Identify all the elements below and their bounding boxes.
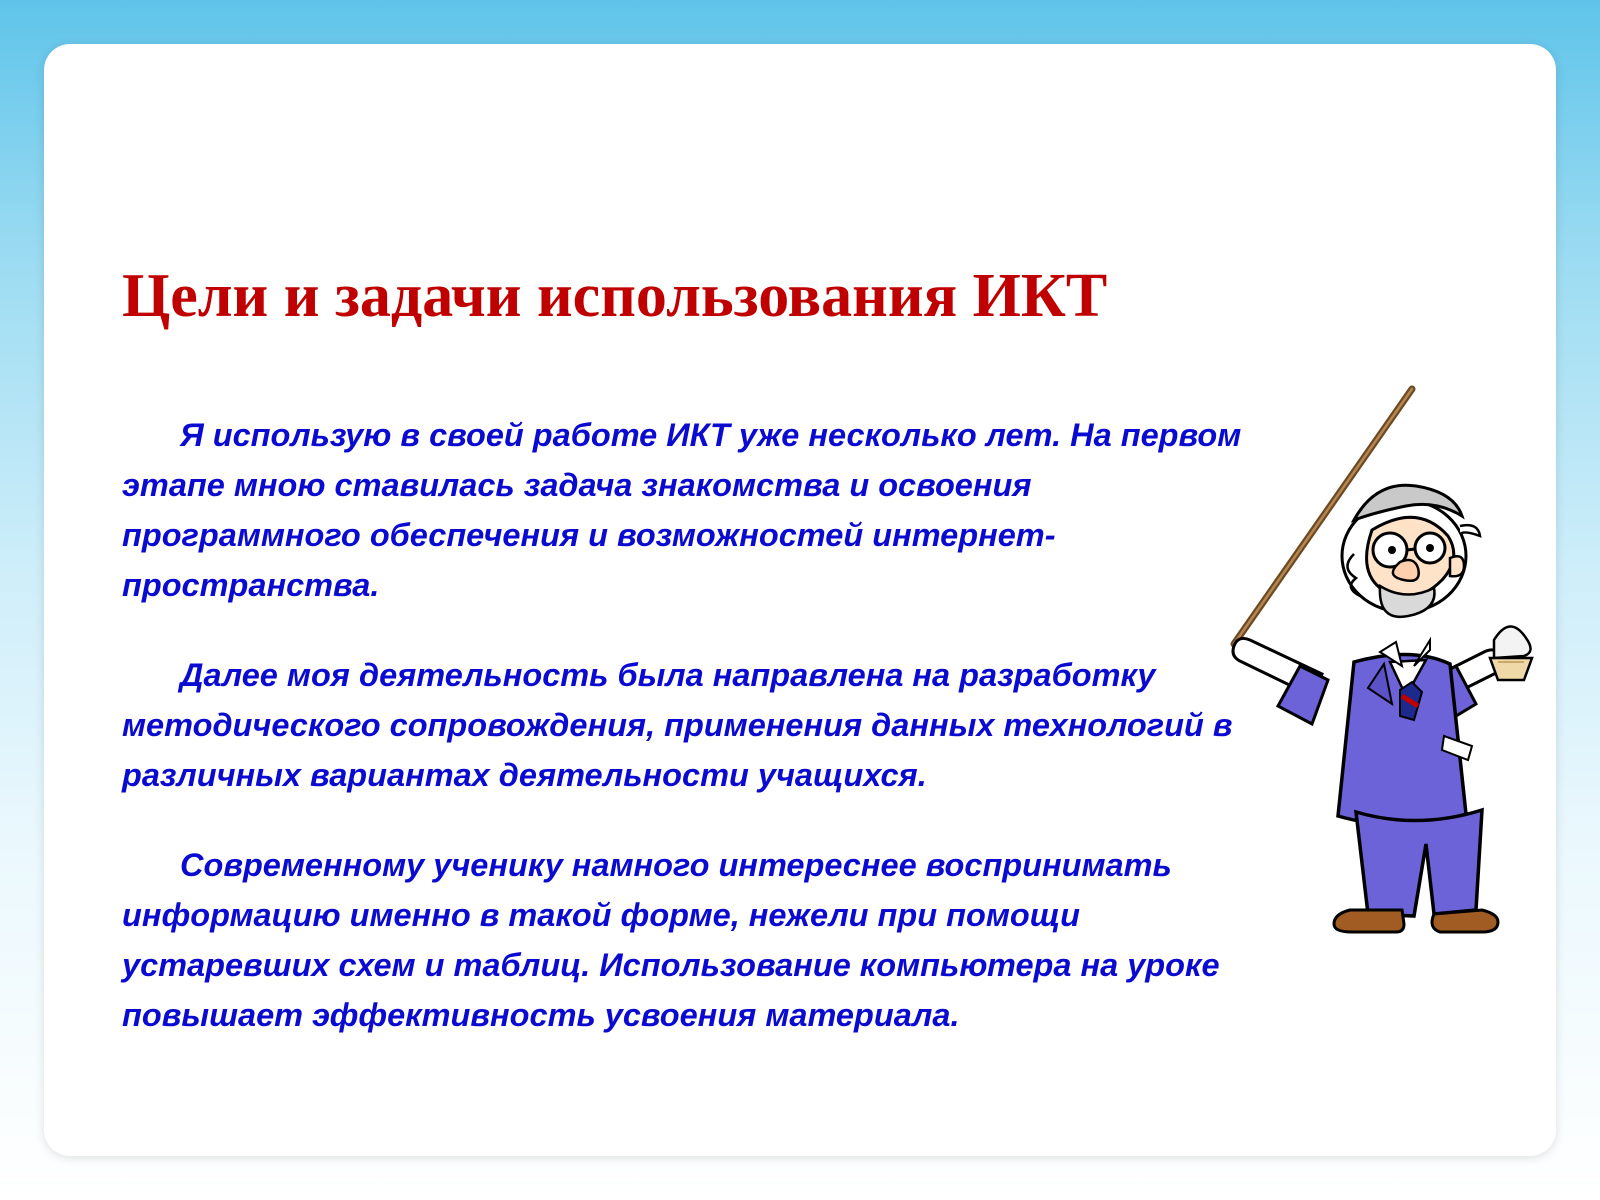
cartoon-professor-with-pointer-icon [1204,344,1556,944]
paragraph: Современному ученику намного интереснее воспринимать информацию именно в такой форме, нежели при помощи устаревших схем и таблиц. Использование компьютера на уроке повышает эффективность усвоения материала. [122,847,1220,1034]
slide-card [44,44,1556,1156]
page-title: Цели и задачи использования ИКТ [122,261,1108,330]
slide-body-text [122,410,1272,1041]
paragraph: Я использую в своей работе ИКТ уже несколько лет. На первом этапе мною ставилась задача знакомства и освоения программного обеспечения и возможностей интернет-пространства. [122,417,1242,604]
paragraph: Далее моя деятельность была направлена на разработку методического сопровождения, применения данных технологий в различных вариантах деятельности учащихся. [122,657,1233,794]
